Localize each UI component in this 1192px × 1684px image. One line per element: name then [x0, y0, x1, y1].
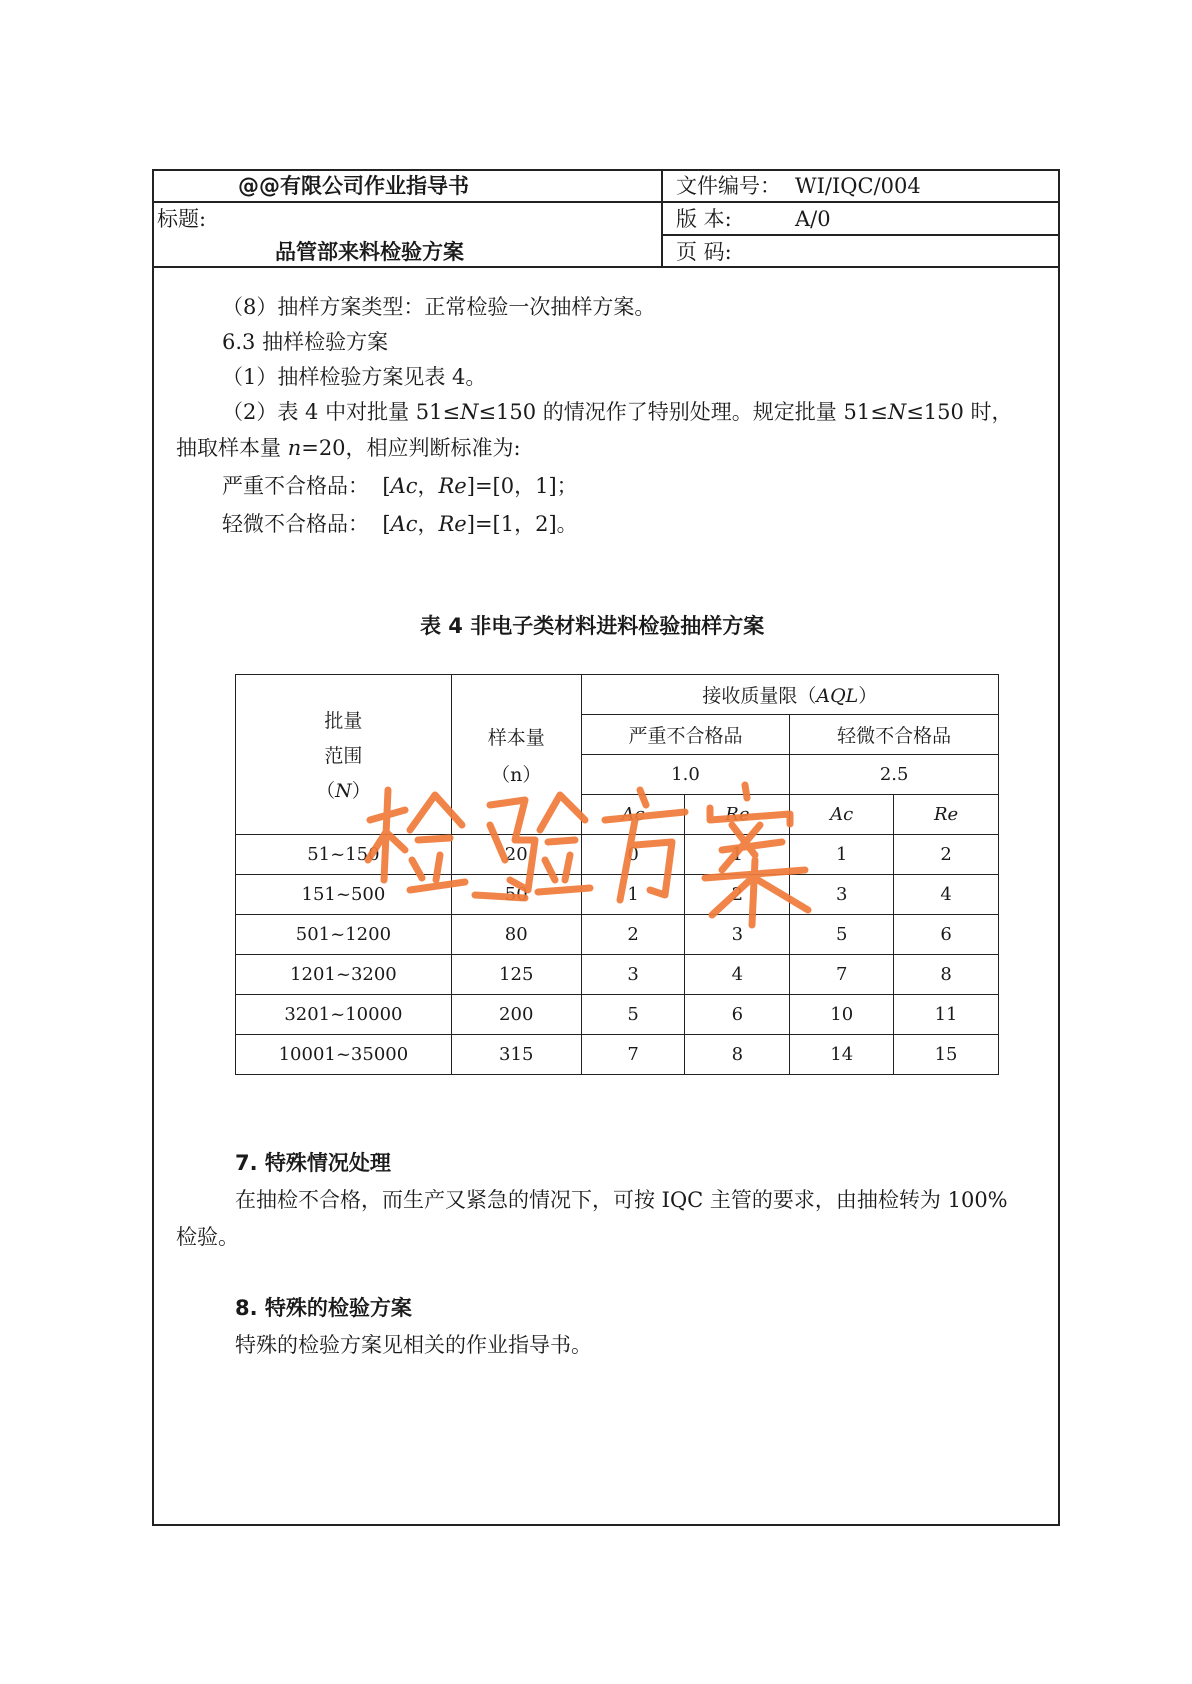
n-cell: 80	[451, 915, 581, 955]
section-8-heading: 8. 特殊的检验方案	[235, 1296, 412, 1320]
minor-re-cell: 15	[894, 1035, 999, 1075]
table-row	[236, 1035, 999, 1075]
doc-no-value: WI/IQC/004	[795, 174, 921, 198]
critical-re-cell: 8	[685, 1035, 790, 1075]
minor-re-cell: 2	[894, 835, 999, 875]
aql-critical-value: 1.0	[581, 755, 790, 795]
critical-re-cell: 3	[685, 915, 790, 955]
lot-cell: 10001~35000	[236, 1035, 452, 1075]
minor-re-cell: 4	[894, 875, 999, 915]
critical-re-cell: 1	[685, 835, 790, 875]
version-value: A/0	[795, 207, 831, 231]
col-minor-ac: Ac	[790, 795, 894, 835]
title-label: 标题:	[157, 207, 207, 231]
col-minor-re: Re	[894, 795, 999, 835]
page-label: 页 码:	[676, 240, 732, 264]
minor-ac-cell: 7	[790, 955, 894, 995]
lot-cell: 3201~10000	[236, 995, 452, 1035]
col-critical-re: Re	[685, 795, 790, 835]
lot-cell: 151~500	[236, 875, 452, 915]
section-7-line-1: 在抽检不合格，而生产又紧急的情况下，可按 IQC 主管的要求，由抽检转为 100%	[235, 1188, 1008, 1212]
table-row	[236, 915, 999, 955]
minor-ac-cell: 1	[790, 835, 894, 875]
section-8-line-1: 特殊的检验方案见相关的作业指导书。	[235, 1333, 592, 1357]
header-divider	[661, 169, 663, 267]
table-row	[236, 835, 999, 875]
critical-ac-cell: 2	[581, 915, 685, 955]
aql-minor-value: 2.5	[790, 755, 999, 795]
critical-ac-cell: 1	[581, 875, 685, 915]
minor-ac-cell: 3	[790, 875, 894, 915]
paragraph-1: （1）抽样检验方案见表 4。	[222, 365, 487, 389]
minor-re-cell: 8	[894, 955, 999, 995]
minor-ac-cell: 5	[790, 915, 894, 955]
lot-cell: 51~150	[236, 835, 452, 875]
n-cell: 315	[451, 1035, 581, 1075]
lot-cell: 501~1200	[236, 915, 452, 955]
critical-criteria: 严重不合格品： [Ac，Re]=[0，1]；	[222, 474, 578, 498]
n-cell: 200	[451, 995, 581, 1035]
item-8: （8）抽样方案类型：正常检验一次抽样方案。	[222, 295, 656, 319]
critical-re-cell: 2	[685, 875, 790, 915]
critical-ac-cell: 3	[581, 955, 685, 995]
critical-re-cell: 6	[685, 995, 790, 1035]
table-row	[236, 955, 999, 995]
critical-ac-cell: 7	[581, 1035, 685, 1075]
minor-ac-cell: 14	[790, 1035, 894, 1075]
version-label: 版 本:	[676, 207, 732, 231]
col-minor: 轻微不合格品	[790, 715, 999, 755]
col-critical: 严重不合格品	[581, 715, 790, 755]
critical-ac-cell: 5	[581, 995, 685, 1035]
col-sample-size: 样本量 （n）	[451, 675, 581, 835]
table-row	[236, 875, 999, 915]
doc-no-label: 文件编号：	[676, 174, 781, 198]
col-aql: 接收质量限（AQL）	[581, 675, 998, 715]
n-cell: 125	[451, 955, 581, 995]
critical-ac-cell: 0	[581, 835, 685, 875]
section-7-line-2: 检验。	[176, 1225, 239, 1249]
section-6-3-heading: 6.3 抽样检验方案	[222, 330, 389, 354]
n-cell: 20	[451, 835, 581, 875]
lot-cell: 1201~3200	[236, 955, 452, 995]
n-cell: 50	[451, 875, 581, 915]
col-critical-ac: Ac	[581, 795, 685, 835]
col-lot-range: 批量 范围 （N）	[236, 675, 452, 835]
minor-re-cell: 11	[894, 995, 999, 1035]
paragraph-2-line-2: 抽取样本量 n=20，相应判断标准为:	[176, 436, 521, 460]
header-row-line-3	[152, 266, 1060, 268]
minor-re-cell: 6	[894, 915, 999, 955]
paragraph-2-line-1: （2）表 4 中对批量 51≤N≤150 的情况作了特别处理。规定批量 51≤N≤150 时，	[222, 400, 1013, 424]
header-row-line-1	[152, 201, 1060, 203]
company-title: @@有限公司作业指导书	[238, 174, 469, 198]
minor-ac-cell: 10	[790, 995, 894, 1035]
critical-re-cell: 4	[685, 955, 790, 995]
section-7-heading: 7. 特殊情况处理	[235, 1151, 391, 1175]
table-row	[236, 995, 999, 1035]
document-subject: 品管部来料检验方案	[275, 240, 464, 264]
table-caption: 表 4 非电子类材料进料检验抽样方案	[420, 614, 765, 638]
sampling-table	[235, 674, 999, 1075]
minor-criteria: 轻微不合格品： [Ac，Re]=[1，2]。	[222, 512, 578, 536]
header-row-line-2	[661, 234, 1060, 236]
